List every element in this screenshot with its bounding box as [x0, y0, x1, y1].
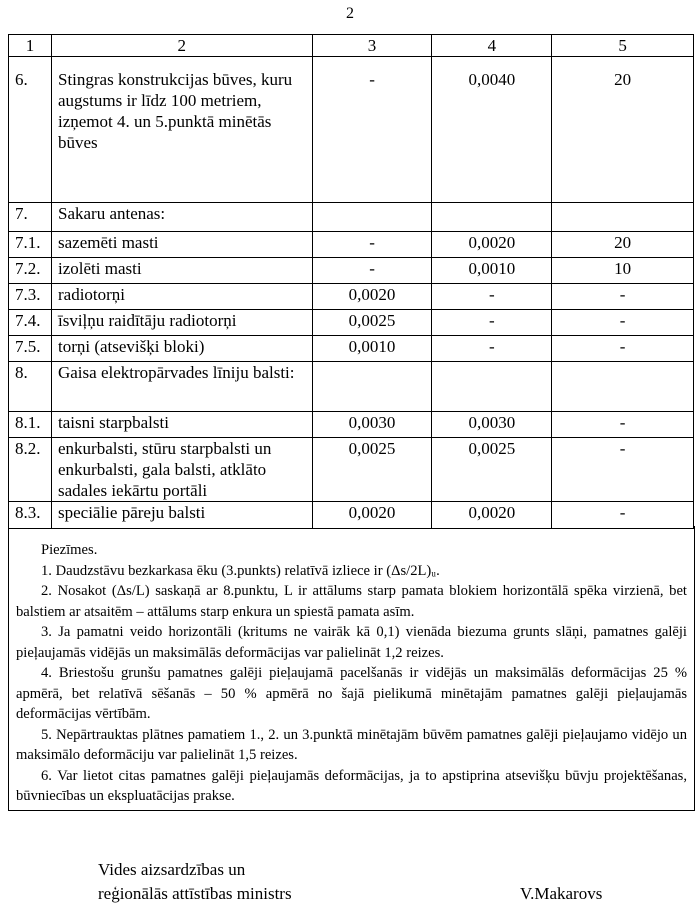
- signature-name: V.Makarovs: [520, 884, 603, 903]
- row-number: 8.: [9, 362, 52, 412]
- value-col3: 0,0010: [312, 336, 432, 362]
- row-description: Sakaru antenas:: [51, 203, 312, 232]
- value-col3: 0,0030: [312, 412, 432, 438]
- value-col5: -: [552, 310, 694, 336]
- row-number: 8.3.: [9, 502, 52, 529]
- note-item: 3. Ja pamatni veido horizontāli (kritums ne vairāk kā 0,1) vienāda biezuma grunts slāņi, pamatnes galēji pieļaujamās vidējās un maksimālās deformācijas var palielināt 1,2 reizes.: [16, 624, 687, 661]
- value-col5: -: [552, 284, 694, 310]
- value-col4: [432, 362, 552, 412]
- row-number: 6.: [9, 57, 52, 203]
- row-description: īsviļņu raidītāju radiotorņi: [51, 310, 312, 336]
- signature-title-line: Vides aizsardzības un: [98, 860, 246, 879]
- value-col3: -: [312, 57, 432, 203]
- row-number: 7.2.: [9, 258, 52, 284]
- value-col4: -: [432, 310, 552, 336]
- note-item: 6. Var lietot citas pamatnes galēji pieļaujamās deformācijas, ja to apstiprina atsevišķu būvju projektēšanas, būvniecības un ekspluatācijas prakse.: [16, 767, 687, 804]
- row-description: Gaisa elektropārvades līniju balsti:: [51, 362, 312, 412]
- value-col4: 0,0025: [432, 438, 552, 502]
- header-cell: 3: [312, 35, 432, 57]
- notes-heading: Piezīmes.: [41, 542, 98, 558]
- table-row: [9, 232, 694, 258]
- table-row: [9, 362, 694, 412]
- note-item: 1. Daudzstāvu bezkarkasa ēku (3.punkts) relatīvā izliece ir (Δs/2L)ᵤ.: [41, 562, 440, 579]
- row-description: izolēti masti: [51, 258, 312, 284]
- value-col4: 0,0010: [432, 258, 552, 284]
- value-col3: [312, 203, 432, 232]
- table-row: [9, 310, 694, 336]
- row-description: Stingras konstrukcijas būves, kuru augstums ir līdz 100 metriem, izņemot 4. un 5.punktā minētās būves: [51, 57, 312, 203]
- value-col3: 0,0025: [312, 310, 432, 336]
- header-cell: 1: [9, 35, 52, 57]
- table-row: [9, 412, 694, 438]
- value-col5: -: [552, 412, 694, 438]
- table-row: [9, 203, 694, 232]
- row-description: taisni starpbalsti: [51, 412, 312, 438]
- value-col4: 0,0020: [432, 502, 552, 529]
- note-item: 5. Nepārtrauktas plātnes pamatiem 1., 2. un 3.punktā minētajām būvēm pamatnes galēji pieļaujamo vidējo un maksimālo deformāciju var palielināt 1,5 reizes.: [16, 726, 687, 763]
- table-header-row: [9, 35, 694, 57]
- deformation-table: [8, 34, 694, 529]
- row-description: speciālie pāreju balsti: [51, 502, 312, 529]
- table-row: [9, 284, 694, 310]
- value-col5: [552, 362, 694, 412]
- header-cell: 4: [432, 35, 552, 57]
- table-row: [9, 336, 694, 362]
- value-col5: 10: [552, 258, 694, 284]
- value-col4: 0,0030: [432, 412, 552, 438]
- value-col3: [312, 362, 432, 412]
- value-col4: -: [432, 336, 552, 362]
- header-cell: 5: [552, 35, 694, 57]
- value-col3: -: [312, 232, 432, 258]
- signature-title: [98, 858, 292, 906]
- table-row: [9, 502, 694, 529]
- value-col4: [432, 203, 552, 232]
- row-description: torņi (atsevišķi bloki): [51, 336, 312, 362]
- value-col3: -: [312, 258, 432, 284]
- header-cell: 2: [51, 35, 312, 57]
- value-col3: 0,0020: [312, 502, 432, 529]
- value-col4: 0,0040: [432, 57, 552, 203]
- value-col5: 20: [552, 232, 694, 258]
- row-number: 8.2.: [9, 438, 52, 502]
- table-row: [9, 258, 694, 284]
- row-number: 7.: [9, 203, 52, 232]
- value-col3: 0,0025: [312, 438, 432, 502]
- row-description: radiotorņi: [51, 284, 312, 310]
- value-col5: -: [552, 438, 694, 502]
- row-description: enkurbalsti, stūru starpbalsti un enkurbalsti, gala balsti, atklāto sadales iekārtu portāli: [51, 438, 312, 502]
- signature-title-line: reģionālās attīstības ministrs: [98, 884, 292, 903]
- table-row: [9, 438, 694, 502]
- value-col4: 0,0020: [432, 232, 552, 258]
- note-item: 2. Nosakot (Δs/L) saskaņā ar 8.punktu, L ir attālums starp pamata blokiem horizontālā spēka virzienā, bet balstiem ar atsaitēm – attālums starp enkura un spiestā pamata asīm.: [16, 583, 687, 620]
- table-row: [9, 57, 694, 203]
- row-description: sazemēti masti: [51, 232, 312, 258]
- value-col5: [552, 203, 694, 232]
- row-number: 7.5.: [9, 336, 52, 362]
- row-number: 7.1.: [9, 232, 52, 258]
- row-number: 7.4.: [9, 310, 52, 336]
- page-number: 2: [346, 5, 354, 22]
- note-item: 4. Briestošu grunšu pamatnes galēji pieļaujamā pacelšanās ir vidējās un maksimālās deformācijas 25 % apmērā, bet relatīvā sēšanās – 50 % apmērā no šajā pielikumā minētajām pamatnes galēji pieļaujamās deformācijas vērtībām.: [16, 665, 687, 722]
- value-col5: -: [552, 336, 694, 362]
- value-col5: 20: [552, 57, 694, 203]
- value-col4: -: [432, 284, 552, 310]
- value-col3: 0,0020: [312, 284, 432, 310]
- value-col5: -: [552, 502, 694, 529]
- row-number: 7.3.: [9, 284, 52, 310]
- row-number: 8.1.: [9, 412, 52, 438]
- notes-box: [8, 526, 695, 811]
